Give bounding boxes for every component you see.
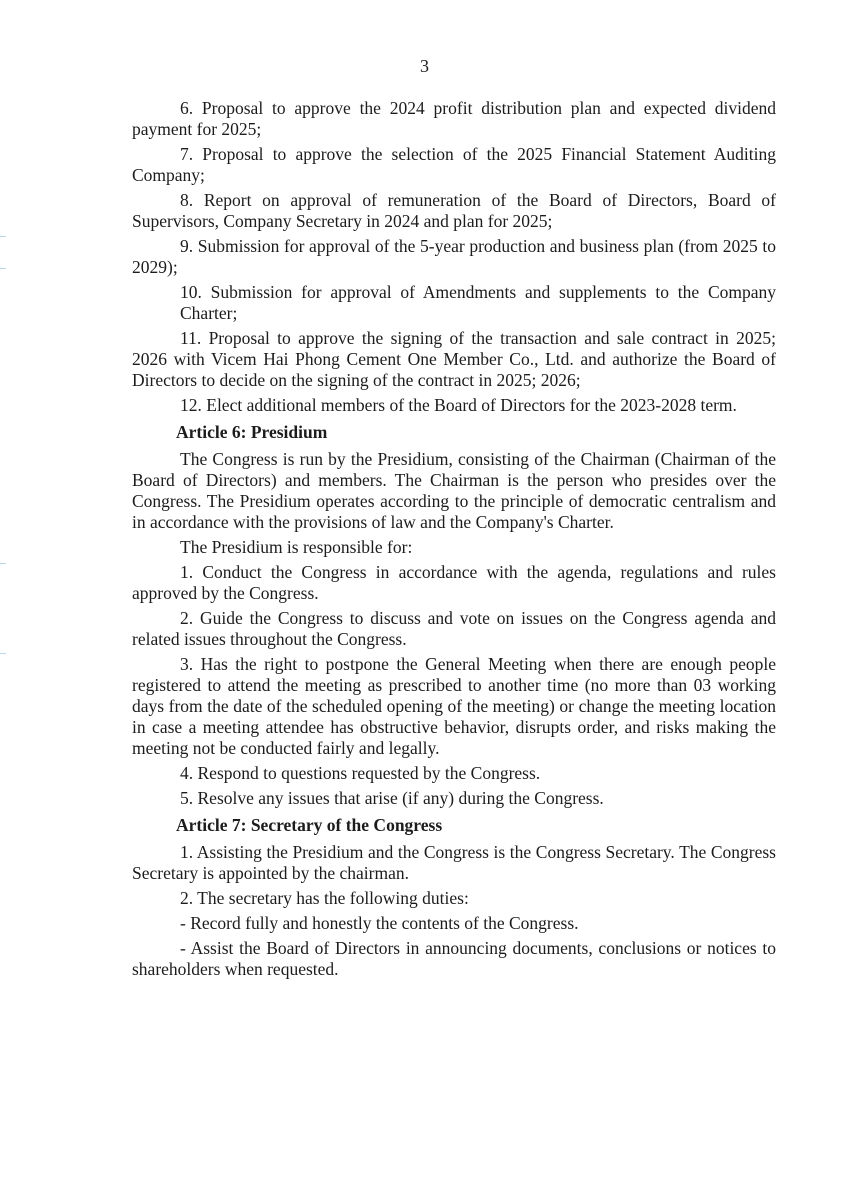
edge-mark [0, 268, 6, 269]
article-7-heading: Article 7: Secretary of the Congress [176, 815, 443, 835]
document-body [132, 98, 776, 984]
secretary-paragraph: 1. Assisting the Presidium and the Congress is the Congress Secretary. The Congress Secretary is appointed by the chairman. [132, 842, 776, 883]
secretary-paragraph: 2. The secretary has the following duties: [180, 888, 469, 908]
article-6-heading: Article 6: Presidium [176, 422, 328, 442]
page-number: 3 [420, 56, 429, 76]
agenda-item: 9. Submission for approval of the 5-year production and business plan (from 2025 to 2029); [132, 236, 776, 277]
presidium-duty: 1. Conduct the Congress in accordance with the agenda, regulations and rules approved by the Congress. [132, 562, 776, 603]
agenda-item: 6. Proposal to approve the 2024 profit distribution plan and expected dividend payment for 2025; [132, 98, 776, 139]
agenda-item: 12. Elect additional members of the Board of Directors for the 2023-2028 term. [180, 395, 737, 415]
article-6-responsible: The Presidium is responsible for: [180, 537, 413, 557]
agenda-item: 11. Proposal to approve the signing of the transaction and sale contract in 2025; 2026 with Vicem Hai Phong Cement One Member Co., Ltd. and authorize the Board of Directors to decide on the signing of the contract in 2025; 2026; [132, 328, 776, 390]
presidium-duty: 4. Respond to questions requested by the Congress. [180, 763, 541, 783]
presidium-duty: 3. Has the right to postpone the General Meeting when there are enough people registered to attend the meeting as prescribed to another time (no more than 03 working days from the date of the scheduled opening of the meeting) or change the meeting location in case a meeting attendee has obstructive behavior, disrupts order, and risks making the meeting not be conducted fairly and legally. [132, 654, 776, 758]
agenda-item: 8. Report on approval of remuneration of the Board of Directors, Board of Supervisors, Company Secretary in 2024 and plan for 2025; [132, 190, 776, 231]
presidium-duty: 5. Resolve any issues that arise (if any) during the Congress. [180, 788, 604, 808]
edge-mark [0, 236, 6, 237]
presidium-duty: 2. Guide the Congress to discuss and vote on issues on the Congress agenda and related issues throughout the Congress. [132, 608, 776, 649]
agenda-item: 7. Proposal to approve the selection of the 2025 Financial Statement Auditing Company; [132, 144, 776, 185]
secretary-paragraph: - Assist the Board of Directors in announcing documents, conclusions or notices to shareholders when requested. [132, 938, 776, 979]
article-6-intro: The Congress is run by the Presidium, consisting of the Chairman (Chairman of the Board of Directors) and members. The Chairman is the person who presides over the Congress. The Presidium operates according to the principle of democratic centralism and in accordance with the provisions of law and the Company's Charter. [132, 449, 776, 532]
agenda-item: 10. Submission for approval of Amendments and supplements to the Company Charter; [180, 282, 776, 323]
edge-mark [0, 653, 6, 654]
secretary-paragraph: - Record fully and honestly the contents of the Congress. [180, 913, 579, 933]
edge-mark [0, 563, 6, 564]
